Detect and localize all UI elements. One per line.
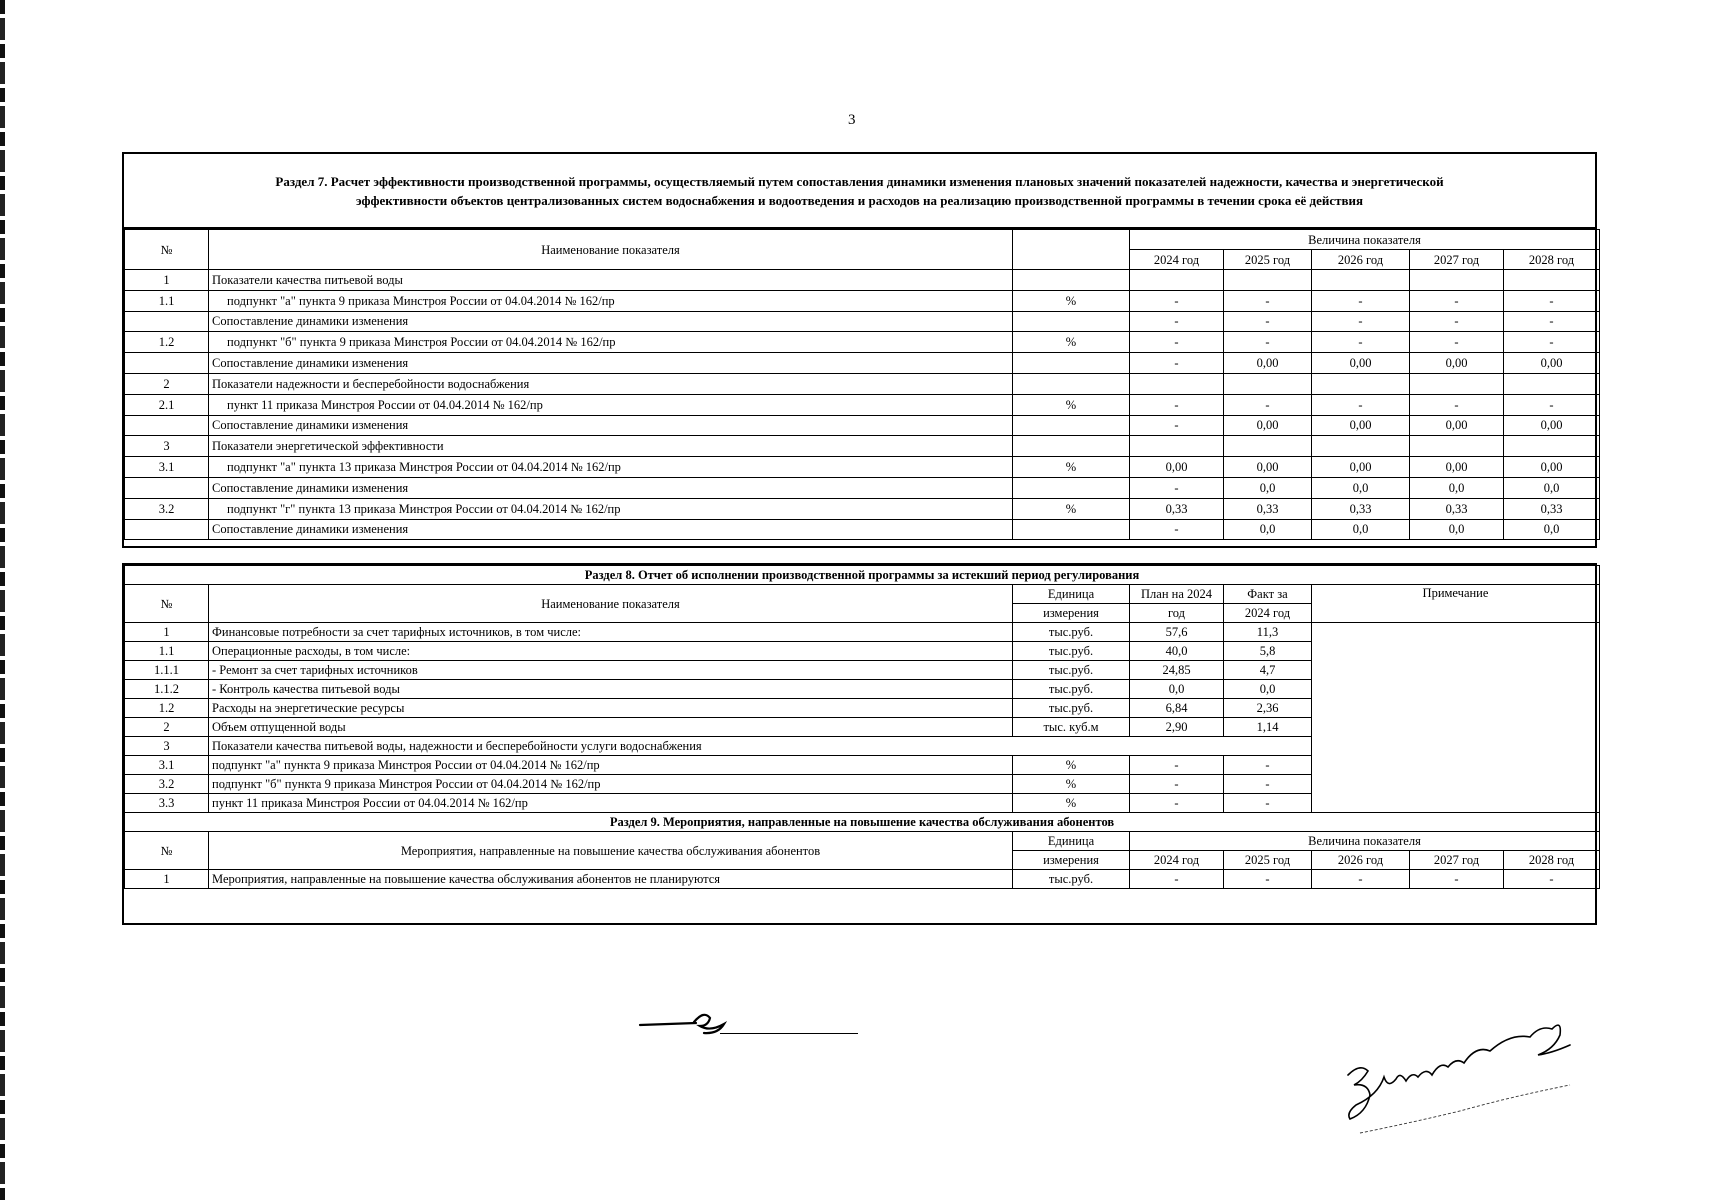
row-value: - — [1312, 290, 1410, 311]
row-value: 0,00 — [1504, 457, 1600, 478]
year-header: 2028 год — [1504, 851, 1600, 870]
row-number: 3.2 — [125, 775, 209, 794]
row-value: 0,33 — [1312, 498, 1410, 519]
row-unit: % — [1013, 290, 1130, 311]
row-value — [1312, 270, 1410, 291]
row-number: 1 — [125, 623, 209, 642]
section9-title: Раздел 9. Мероприятия, направленные на повышение качества обслуживания абонентов — [125, 813, 1600, 832]
col-no-header: № — [125, 230, 209, 270]
row-value: - — [1410, 311, 1504, 332]
year-header: 2024 год — [1130, 851, 1224, 870]
row-value: - — [1504, 394, 1600, 415]
row-fact: 11,3 — [1224, 623, 1312, 642]
row-value: - — [1130, 870, 1224, 889]
page-number: 3 — [848, 112, 856, 128]
row-name: подпункт "а" пункта 13 приказа Минстроя России от 04.04.2014 № 162/пр — [209, 457, 1013, 478]
year-header: 2026 год — [1312, 250, 1410, 270]
row-unit: % — [1013, 332, 1130, 353]
row-value: 0,00 — [1312, 457, 1410, 478]
row-number: 3.2 — [125, 498, 209, 519]
row-name: Сопоставление динамики изменения — [209, 415, 1013, 436]
row-value: - — [1504, 332, 1600, 353]
row-name: подпункт "г" пункта 13 приказа Минстроя России от 04.04.2014 № 162/пр — [209, 498, 1013, 519]
table-row — [125, 290, 1600, 311]
row-name: Сопоставление динамики изменения — [209, 353, 1013, 374]
col-plan-header-2: год — [1130, 604, 1224, 623]
year-header: 2025 год — [1224, 250, 1312, 270]
row-value: 0,0 — [1410, 519, 1504, 540]
row-unit — [1013, 519, 1130, 540]
row-name: Сопоставление динамики изменения — [209, 477, 1013, 498]
row-unit — [1013, 415, 1130, 436]
row-number: 3 — [125, 737, 209, 756]
table-row — [125, 623, 1600, 642]
row-value: 0,33 — [1224, 498, 1312, 519]
row-value — [1312, 373, 1410, 394]
row-fact: 2,36 — [1224, 699, 1312, 718]
row-number: 2 — [125, 718, 209, 737]
row-value: 0,00 — [1410, 353, 1504, 374]
table-row — [125, 415, 1600, 436]
row-unit: % — [1013, 457, 1130, 478]
row-unit — [1013, 353, 1130, 374]
row-value: 0,00 — [1312, 415, 1410, 436]
row-value: 0,00 — [1224, 353, 1312, 374]
row-number: 3.1 — [125, 457, 209, 478]
row-number — [125, 311, 209, 332]
row-value — [1130, 373, 1224, 394]
row-value: - — [1130, 311, 1224, 332]
table-row — [125, 311, 1600, 332]
col-value-header: Величина показателя — [1130, 230, 1600, 250]
row-value: - — [1130, 415, 1224, 436]
signature-right — [1340, 1015, 1620, 1155]
row-value — [1410, 270, 1504, 291]
row-name: Сопоставление динамики изменения — [209, 519, 1013, 540]
row-plan: 57,6 — [1130, 623, 1224, 642]
row-name: Показатели энергетической эффективности — [209, 436, 1013, 457]
row-plan: 6,84 — [1130, 699, 1224, 718]
row-unit: тыс.руб. — [1013, 623, 1130, 642]
row-fact: 1,14 — [1224, 718, 1312, 737]
row-value: - — [1410, 332, 1504, 353]
row-value: - — [1504, 311, 1600, 332]
row-number — [125, 415, 209, 436]
row-number — [125, 353, 209, 374]
row-name: Показатели качества питьевой воды, надежности и бесперебойности услуги водоснабжения — [209, 737, 1312, 756]
row-value: 0,0 — [1312, 477, 1410, 498]
row-value: 0,33 — [1410, 498, 1504, 519]
row-plan: 2,90 — [1130, 718, 1224, 737]
row-number: 2.1 — [125, 394, 209, 415]
section7-title: Раздел 7. Расчет эффективности производственной программы, осуществляемый путем сопоставления динамики изменения плановых значений показателей надежности, качества и энергетической эффективности объектов централизованных систем водоснабжения и водоотведения и расходов на реализацию производственной программы в течении срока её действия — [124, 154, 1595, 229]
row-value — [1504, 373, 1600, 394]
row-value: 0,0 — [1224, 477, 1312, 498]
row-unit: тыс.руб. — [1013, 642, 1130, 661]
row-value: - — [1130, 519, 1224, 540]
table-row — [125, 477, 1600, 498]
row-number: 3.3 — [125, 794, 209, 813]
col-unit-header — [1013, 230, 1130, 270]
table-row — [125, 870, 1600, 889]
row-unit: % — [1013, 794, 1130, 813]
row-plan: 0,0 — [1130, 680, 1224, 699]
table-row — [125, 373, 1600, 394]
row-name: - Ремонт за счет тарифных источников — [209, 661, 1013, 680]
row-name: подпункт "б" пункта 9 приказа Минстроя России от 04.04.2014 № 162/пр — [209, 775, 1013, 794]
row-value: - — [1312, 870, 1410, 889]
col-name-header: Наименование показателя — [209, 230, 1013, 270]
row-value: 0,33 — [1504, 498, 1600, 519]
row-number: 1.2 — [125, 699, 209, 718]
row-name: подпункт "б" пункта 9 приказа Минстроя России от 04.04.2014 № 162/пр — [209, 332, 1013, 353]
row-unit: % — [1013, 394, 1130, 415]
row-value: - — [1410, 394, 1504, 415]
row-value: 0,00 — [1410, 415, 1504, 436]
row-value — [1504, 270, 1600, 291]
row-number: 1.1 — [125, 290, 209, 311]
table-row — [125, 353, 1600, 374]
row-value: - — [1130, 477, 1224, 498]
table-row — [125, 498, 1600, 519]
row-unit — [1013, 436, 1130, 457]
row-unit — [1013, 373, 1130, 394]
row-value — [1312, 436, 1410, 457]
row-value: 0,0 — [1410, 477, 1504, 498]
section8-grid — [124, 565, 1600, 889]
row-value — [1410, 373, 1504, 394]
section8-9-table — [122, 563, 1597, 925]
row-plan: 40,0 — [1130, 642, 1224, 661]
row-value: - — [1224, 290, 1312, 311]
row-unit: % — [1013, 498, 1130, 519]
row-value: 0,00 — [1312, 353, 1410, 374]
col-note-header: Примечание — [1312, 585, 1600, 623]
row-fact: - — [1224, 756, 1312, 775]
row-fact: 5,8 — [1224, 642, 1312, 661]
row-plan: 24,85 — [1130, 661, 1224, 680]
row-number: 1.2 — [125, 332, 209, 353]
row-plan: - — [1130, 794, 1224, 813]
table-row — [125, 519, 1600, 540]
row-value — [1224, 373, 1312, 394]
col-unit-header-2: измерения — [1013, 851, 1130, 870]
row-number: 1.1.1 — [125, 661, 209, 680]
row-value: - — [1504, 870, 1600, 889]
note-cell — [1312, 623, 1600, 813]
row-name: Сопоставление динамики изменения — [209, 311, 1013, 332]
row-value: - — [1224, 870, 1312, 889]
row-name: Расходы на энергетические ресурсы — [209, 699, 1013, 718]
row-value: - — [1312, 311, 1410, 332]
row-value — [1130, 436, 1224, 457]
row-unit: % — [1013, 756, 1130, 775]
row-name: Операционные расходы, в том числе: — [209, 642, 1013, 661]
col-name-header: Наименование показателя — [209, 585, 1013, 623]
row-value: - — [1130, 290, 1224, 311]
row-value: - — [1130, 332, 1224, 353]
col-fact-header: Факт за — [1224, 585, 1312, 604]
row-value: 0,33 — [1130, 498, 1224, 519]
row-name: пункт 11 приказа Минстроя России от 04.04.2014 № 162/пр — [209, 394, 1013, 415]
row-fact: 0,0 — [1224, 680, 1312, 699]
row-name: Финансовые потребности за счет тарифных источников, в том числе: — [209, 623, 1013, 642]
row-value — [1224, 270, 1312, 291]
row-value: 0,00 — [1504, 415, 1600, 436]
row-value — [1504, 436, 1600, 457]
row-value: 0,0 — [1224, 519, 1312, 540]
row-fact: 4,7 — [1224, 661, 1312, 680]
row-value: 0,00 — [1504, 353, 1600, 374]
row-unit — [1013, 311, 1130, 332]
row-value: 0,0 — [1312, 519, 1410, 540]
signature-left — [638, 1000, 748, 1045]
row-unit: % — [1013, 775, 1130, 794]
row-number: 1 — [125, 270, 209, 291]
row-value: - — [1410, 290, 1504, 311]
row-value: 0,00 — [1410, 457, 1504, 478]
scan-edge — [0, 0, 5, 1200]
row-value: 0,00 — [1224, 457, 1312, 478]
row-value: - — [1504, 290, 1600, 311]
row-name: пункт 11 приказа Минстроя России от 04.04.2014 № 162/пр — [209, 794, 1013, 813]
table-row — [125, 436, 1600, 457]
row-name: Объем отпущенной воды — [209, 718, 1013, 737]
table-row — [125, 394, 1600, 415]
row-number: 1.1.2 — [125, 680, 209, 699]
row-value — [1130, 270, 1224, 291]
col-fact-header-2: 2024 год — [1224, 604, 1312, 623]
row-unit: тыс. куб.м — [1013, 718, 1130, 737]
row-plan: - — [1130, 756, 1224, 775]
row-value: - — [1224, 332, 1312, 353]
section9-title-row — [125, 813, 1600, 832]
row-unit: тыс.руб. — [1013, 661, 1130, 680]
row-unit — [1013, 270, 1130, 291]
section7-table — [122, 152, 1597, 548]
table-row — [125, 332, 1600, 353]
row-name: подпункт "а" пункта 9 приказа Минстроя России от 04.04.2014 № 162/пр — [209, 290, 1013, 311]
row-value: - — [1410, 870, 1504, 889]
row-value: - — [1224, 311, 1312, 332]
row-plan: - — [1130, 775, 1224, 794]
col-value-header: Величина показателя — [1130, 832, 1600, 851]
row-value: 0,00 — [1130, 457, 1224, 478]
row-value: - — [1224, 394, 1312, 415]
col-unit-header: Единица — [1013, 585, 1130, 604]
row-value: 0,0 — [1504, 477, 1600, 498]
section9-header-row — [125, 832, 1600, 851]
table-row — [125, 270, 1600, 291]
row-number: 1 — [125, 870, 209, 889]
row-number: 3.1 — [125, 756, 209, 775]
row-value — [1410, 436, 1504, 457]
row-number — [125, 477, 209, 498]
year-header: 2027 год — [1410, 851, 1504, 870]
year-header: 2025 год — [1224, 851, 1312, 870]
row-name: Показатели надежности и бесперебойности водоснабжения — [209, 373, 1013, 394]
row-number: 3 — [125, 436, 209, 457]
col-name-header: Мероприятия, направленные на повышение качества обслуживания абонентов — [209, 832, 1013, 870]
year-header: 2027 год — [1410, 250, 1504, 270]
col-no-header: № — [125, 585, 209, 623]
row-value: 0,00 — [1224, 415, 1312, 436]
row-unit: тыс.руб. — [1013, 699, 1130, 718]
row-fact: - — [1224, 794, 1312, 813]
row-name: - Контроль качества питьевой воды — [209, 680, 1013, 699]
table-row — [125, 457, 1600, 478]
row-number — [125, 519, 209, 540]
row-unit: тыс.руб. — [1013, 680, 1130, 699]
row-value: - — [1130, 353, 1224, 374]
row-number: 2 — [125, 373, 209, 394]
section7-grid — [124, 229, 1600, 540]
row-name: подпункт "а" пункта 9 приказа Минстроя России от 04.04.2014 № 162/пр — [209, 756, 1013, 775]
row-number: 1.1 — [125, 642, 209, 661]
row-value: - — [1312, 332, 1410, 353]
col-unit-header-2: измерения — [1013, 604, 1130, 623]
section8-title: Раздел 8. Отчет об исполнении производственной программы за истекший период регулирования — [125, 566, 1600, 585]
col-plan-header: План на 2024 — [1130, 585, 1224, 604]
year-header: 2028 год — [1504, 250, 1600, 270]
col-no-header: № — [125, 832, 209, 870]
row-name: Мероприятия, направленные на повышение качества обслуживания абонентов не планируются — [209, 870, 1013, 889]
row-value — [1224, 436, 1312, 457]
row-unit: тыс.руб. — [1013, 870, 1130, 889]
row-value: - — [1130, 394, 1224, 415]
col-unit-header: Единица — [1013, 832, 1130, 851]
year-header: 2026 год — [1312, 851, 1410, 870]
row-fact: - — [1224, 775, 1312, 794]
row-unit — [1013, 477, 1130, 498]
row-value: - — [1312, 394, 1410, 415]
row-name: Показатели качества питьевой воды — [209, 270, 1013, 291]
year-header: 2024 год — [1130, 250, 1224, 270]
row-value: 0,0 — [1504, 519, 1600, 540]
